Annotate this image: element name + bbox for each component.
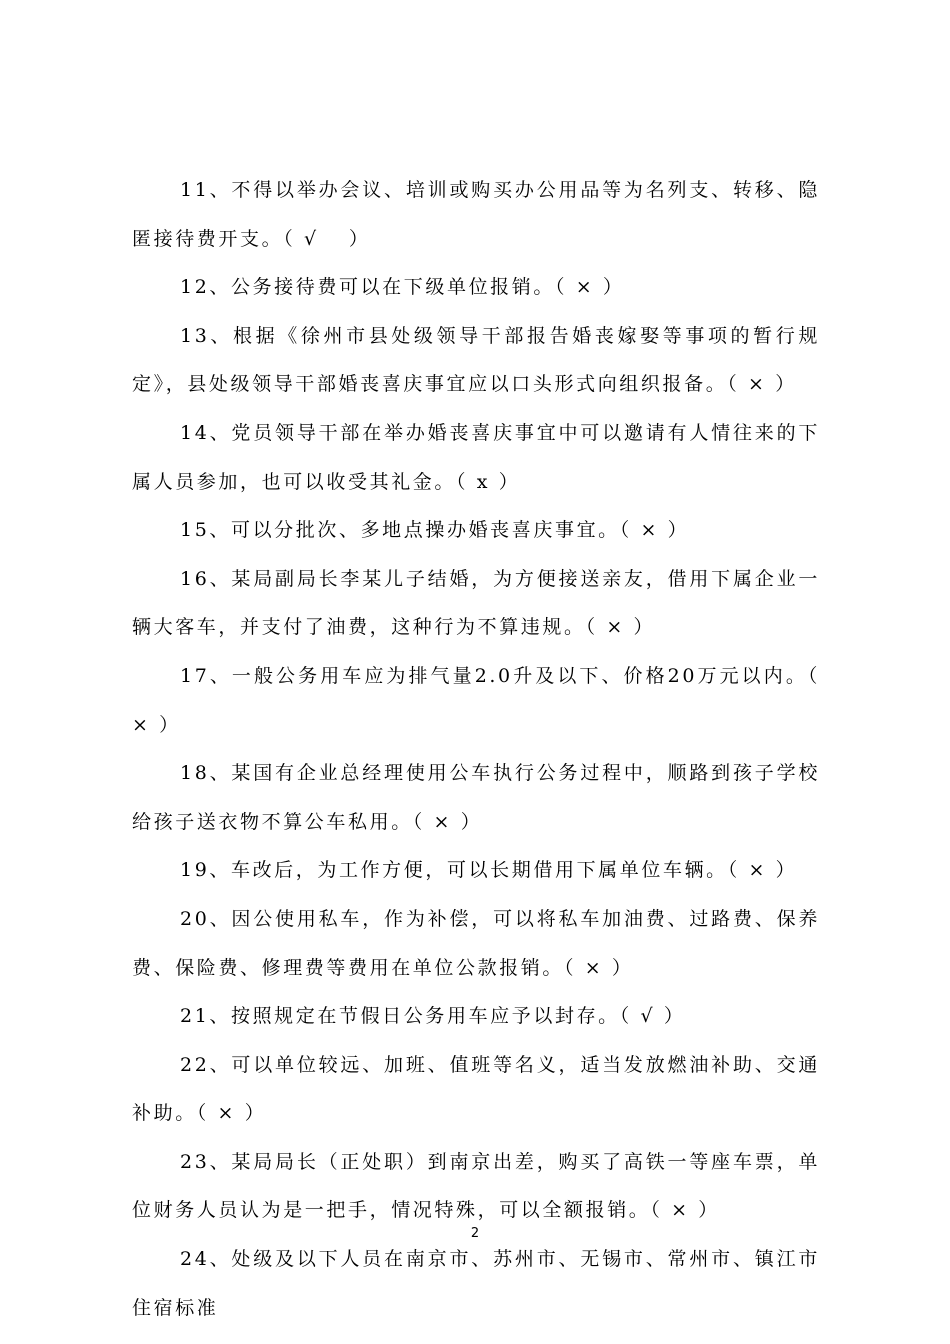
list-item: 12、公务接待费可以在下级单位报销。（ × ） [180, 276, 625, 299]
page-number: 2 [470, 1226, 480, 1241]
list-item: 15、可以分批次、多地点操办婚丧喜庆事宜。（ × ） [180, 519, 690, 542]
list-item: 18、某国有企业总经理使用公车执行公务过程中，顺路到孩子学校给孩子送衣物不算公车私用。（ × ） [132, 762, 820, 833]
list-item: 17、一般公务用车应为排气量2.0升及以下、价格20万元以内。（ × ） [132, 664, 820, 736]
list-item: 11、不得以举办会议、培训或购买办公用品等为名列支、转移、隐匿接待费开支。（ √ ） [132, 179, 820, 250]
question-list [132, 166, 820, 1332]
list-item: 21、按照规定在节假日公务用车应予以封存。（ √ ） [180, 1005, 686, 1028]
list-item: 16、某局副局长李某儿子结婚，为方便接送亲友，借用下属企业一辆大客车，并支付了油费，这种行为不算违规。（ × ） [132, 567, 820, 639]
list-item: 14、党员领导干部在举办婚丧喜庆事宜中可以邀请有人情往来的下属人员参加，也可以收受其礼金。（ x ） [132, 421, 820, 493]
list-item: 24、处级及以下人员在南京市、苏州市、无锡市、常州市、镇江市住宿标准 [132, 1248, 820, 1319]
list-item: 23、某局局长（正处职）到南京出差，购买了高铁一等座车票，单位财务人员认为是一把手，情况特殊，可以全额报销。（ × ） [132, 1150, 820, 1222]
list-item: 13、根据《徐州市县处级领导干部报告婚丧嫁娶等事项的暂行规定》，县处级领导干部婚丧喜庆事宜应以口头形式向组织报备。（ × ） [132, 324, 820, 396]
list-item: 22、可以单位较远、加班、值班等名义，适当发放燃油补助、交通补助。（ × ） [132, 1053, 820, 1125]
list-item: 19、车改后，为工作方便，可以长期借用下属单位车辆。（ × ） [180, 859, 798, 882]
list-item: 20、因公使用私车，作为补偿，可以将私车加油费、过路费、保养费、保险费、修理费等费用在单位公款报销。（ × ） [132, 907, 820, 979]
